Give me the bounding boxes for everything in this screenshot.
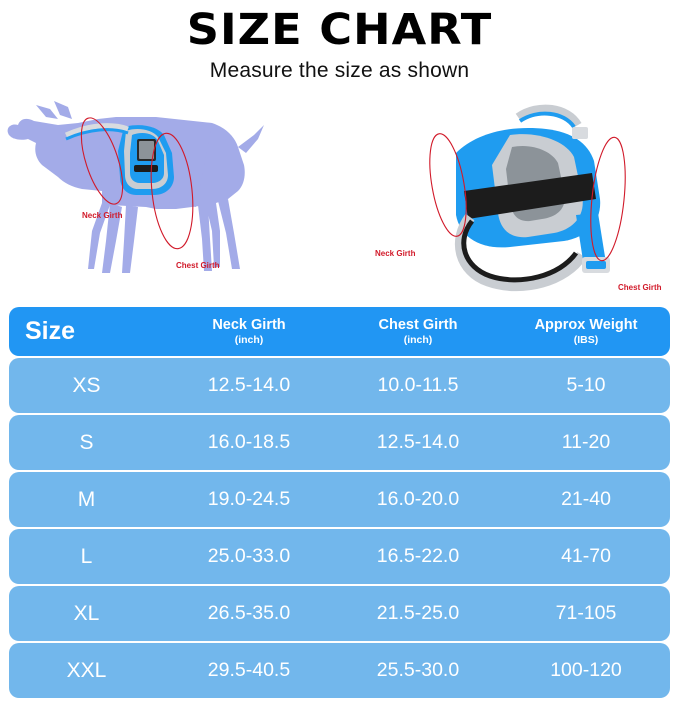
column-header-approx-weight xyxy=(502,307,670,356)
table-row xyxy=(9,472,670,527)
page-title: SIZE CHART xyxy=(186,5,493,55)
harness-shape xyxy=(456,109,610,286)
column-header-size: Size xyxy=(9,307,164,356)
table-row xyxy=(9,415,670,470)
cell-chest-girth: 25.5-30.0 xyxy=(334,643,502,698)
cell-neck-girth: 19.0-24.5 xyxy=(164,472,334,527)
cell-approx-weight: 21-40 xyxy=(502,472,670,527)
cell-neck-girth: 29.5-40.5 xyxy=(164,643,334,698)
table-row xyxy=(9,643,670,698)
column-header-chest-girth xyxy=(334,307,502,356)
harness-chest-girth-label: Chest Girth xyxy=(618,283,662,293)
column-header-neck-girth-label: Neck Girth xyxy=(212,316,286,333)
cell-chest-girth: 16.0-20.0 xyxy=(334,472,502,527)
cell-size: XL xyxy=(9,586,164,641)
column-header-approx-weight-label: Approx Weight xyxy=(534,316,638,333)
table-row xyxy=(9,529,670,584)
table-row xyxy=(9,358,670,413)
cell-approx-weight: 5-10 xyxy=(502,358,670,413)
cell-chest-girth: 10.0-11.5 xyxy=(334,358,502,413)
cell-chest-girth: 21.5-25.0 xyxy=(334,586,502,641)
column-header-neck-girth-unit: (inch) xyxy=(234,334,264,347)
column-header-chest-girth-unit: (inch) xyxy=(403,334,433,347)
harness-neck-girth-label: Neck Girth xyxy=(375,249,416,259)
cell-size: S xyxy=(9,415,164,470)
cell-neck-girth: 26.5-35.0 xyxy=(164,586,334,641)
cell-approx-weight: 11-20 xyxy=(502,415,670,470)
column-header-chest-girth-label: Chest Girth xyxy=(378,316,458,333)
cell-size: XXL xyxy=(9,643,164,698)
table-header-row xyxy=(9,307,670,356)
cell-chest-girth: 12.5-14.0 xyxy=(334,415,502,470)
illustration-area xyxy=(0,91,679,309)
column-header-approx-weight-unit: (IBS) xyxy=(573,334,599,347)
cell-approx-weight: 41-70 xyxy=(502,529,670,584)
cell-approx-weight: 71-105 xyxy=(502,586,670,641)
cell-approx-weight: 100-120 xyxy=(502,643,670,698)
cell-size: M xyxy=(9,472,164,527)
size-chart-table xyxy=(9,305,670,700)
dog-neck-girth-label: Neck Girth xyxy=(82,211,123,221)
cell-neck-girth: 16.0-18.5 xyxy=(164,415,334,470)
harness-illustration xyxy=(360,95,660,303)
page-subtitle: Measure the size as shown xyxy=(209,59,470,83)
dog-illustration xyxy=(6,91,336,306)
cell-neck-girth: 12.5-14.0 xyxy=(164,358,334,413)
dog-chest-girth-label: Chest Girth xyxy=(176,261,220,271)
cell-neck-girth: 25.0-33.0 xyxy=(164,529,334,584)
column-header-neck-girth xyxy=(164,307,334,356)
cell-size: XS xyxy=(9,358,164,413)
table-row xyxy=(9,586,670,641)
cell-size: L xyxy=(9,529,164,584)
cell-chest-girth: 16.5-22.0 xyxy=(334,529,502,584)
